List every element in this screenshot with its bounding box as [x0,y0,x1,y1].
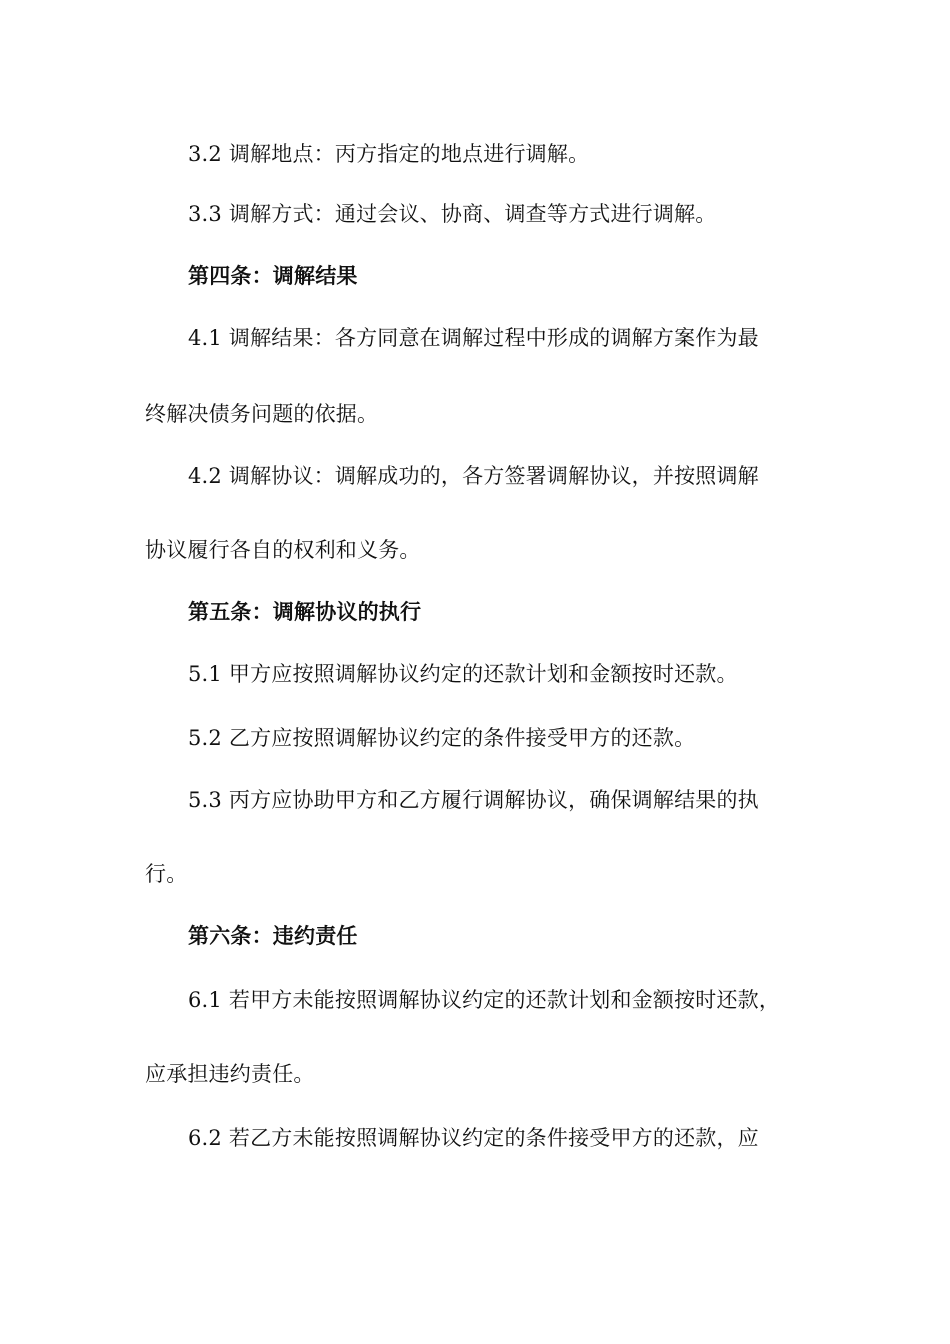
paragraph-4-2-line-1: 4.2 调解协议：调解成功的，各方签署调解协议，并按照调解 [188,464,759,488]
paragraph-4-1-line-1: 4.1 调解结果：各方同意在调解过程中形成的调解方案作为最 [188,326,759,350]
article-6-heading: 第六条：违约责任 [188,923,358,948]
paragraph-6-1-line-1: 6.1 若甲方未能按照调解协议约定的还款计划和金额按时还款， [188,988,781,1012]
paragraph-3-2-line-1: 3.2 调解地点：丙方指定的地点进行调解。 [188,142,590,166]
article-4-heading: 第四条：调解结果 [188,263,358,288]
paragraph-4-1-line-2: 终解决债务问题的依据。 [145,402,379,426]
paragraph-5-3-line-1: 5.3 丙方应协助甲方和乙方履行调解协议，确保调解结果的执 [188,788,759,812]
paragraph-6-2-line-1: 6.2 若乙方未能按照调解协议约定的条件接受甲方的还款，应 [188,1126,759,1150]
paragraph-5-2-line-1: 5.2 乙方应按照调解协议约定的条件接受甲方的还款。 [188,726,696,750]
paragraph-5-3-line-2: 行。 [145,862,188,886]
paragraph-3-3-line-1: 3.3 调解方式：通过会议、协商、调查等方式进行调解。 [188,202,717,226]
paragraph-4-2-line-2: 协议履行各自的权利和义务。 [145,538,421,562]
paragraph-5-1-line-1: 5.1 甲方应按照调解协议约定的还款计划和金额按时还款。 [188,662,738,686]
article-5-heading: 第五条：调解协议的执行 [188,599,422,624]
paragraph-6-1-line-2: 应承担违约责任。 [145,1062,315,1086]
